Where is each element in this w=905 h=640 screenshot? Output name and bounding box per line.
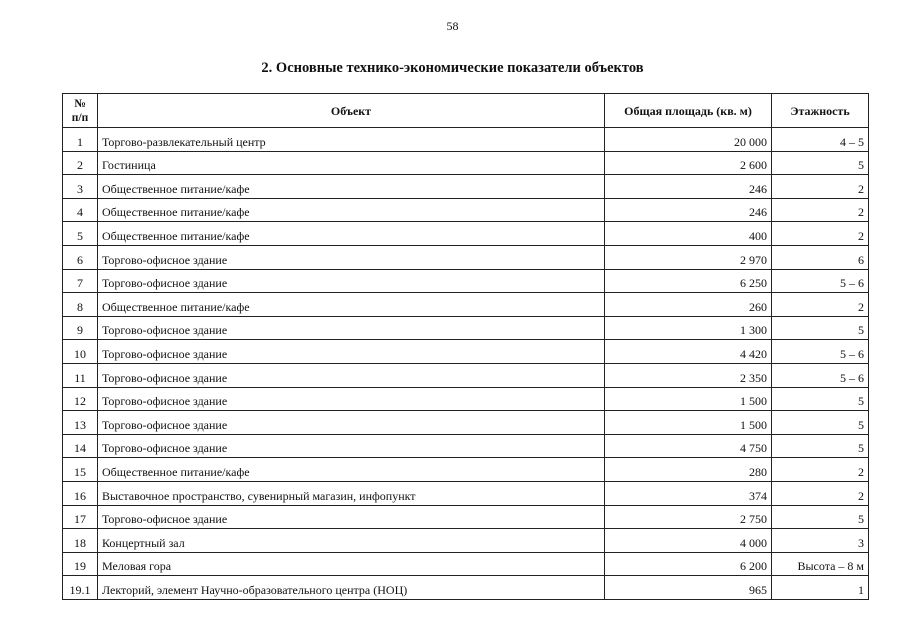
row-floors: 2 — [772, 293, 869, 317]
row-object-name: Торгово-офисное здание — [98, 269, 605, 293]
header-row — [63, 94, 869, 128]
row-total-area: 965 — [605, 576, 772, 600]
table-row — [63, 198, 869, 222]
row-object-name: Общественное питание/кафе — [98, 458, 605, 482]
row-number: 14 — [63, 434, 98, 458]
row-object-name: Торгово-офисное здание — [98, 316, 605, 340]
row-total-area: 280 — [605, 458, 772, 482]
row-floors: 2 — [772, 198, 869, 222]
row-number: 13 — [63, 411, 98, 435]
table-row — [63, 175, 869, 199]
row-floors: 4 – 5 — [772, 128, 869, 152]
row-number: 8 — [63, 293, 98, 317]
row-object-name: Гостиница — [98, 151, 605, 175]
table-row — [63, 411, 869, 435]
row-total-area: 6 200 — [605, 552, 772, 576]
row-object-name: Торгово-офисное здание — [98, 340, 605, 364]
row-total-area: 2 750 — [605, 505, 772, 529]
row-total-area: 2 970 — [605, 245, 772, 269]
row-number: 10 — [63, 340, 98, 364]
row-floors: 5 – 6 — [772, 363, 869, 387]
row-object-name: Выставочное пространство, сувенирный магазин, инфопункт — [98, 481, 605, 505]
row-total-area: 374 — [605, 481, 772, 505]
table-row — [63, 245, 869, 269]
header-area: Общая площадь (кв. м) — [605, 94, 772, 128]
table-row — [63, 363, 869, 387]
table-row — [63, 387, 869, 411]
row-floors: 2 — [772, 481, 869, 505]
row-floors: 5 — [772, 151, 869, 175]
row-object-name: Торгово-офисное здание — [98, 411, 605, 435]
row-number: 1 — [63, 128, 98, 152]
row-number: 17 — [63, 505, 98, 529]
row-object-name: Торгово-развлекательный центр — [98, 128, 605, 152]
row-total-area: 1 500 — [605, 411, 772, 435]
row-number: 12 — [63, 387, 98, 411]
row-floors: 2 — [772, 222, 869, 246]
row-number: 18 — [63, 529, 98, 553]
header-number-sign: № — [74, 97, 86, 110]
table-row — [63, 128, 869, 152]
row-floors: 5 — [772, 434, 869, 458]
indicators-table — [62, 93, 869, 600]
table-body — [63, 128, 869, 600]
row-floors: 5 – 6 — [772, 340, 869, 364]
row-object-name: Торгово-офисное здание — [98, 245, 605, 269]
row-total-area: 246 — [605, 175, 772, 199]
table-row — [63, 340, 869, 364]
row-floors: 5 — [772, 387, 869, 411]
table-row — [63, 269, 869, 293]
row-total-area: 4 420 — [605, 340, 772, 364]
table-row — [63, 576, 869, 600]
header-floors: Этажность — [772, 94, 869, 128]
row-object-name: Торгово-офисное здание — [98, 505, 605, 529]
row-total-area: 2 600 — [605, 151, 772, 175]
document-title: 2. Основные технико-экономические показатели объектов — [261, 60, 644, 76]
row-total-area: 4 000 — [605, 529, 772, 553]
table-row — [63, 481, 869, 505]
table-row — [63, 552, 869, 576]
row-floors: 2 — [772, 175, 869, 199]
page-number: 58 — [446, 19, 459, 33]
row-total-area: 6 250 — [605, 269, 772, 293]
row-total-area: 20 000 — [605, 128, 772, 152]
row-number: 6 — [63, 245, 98, 269]
row-total-area: 400 — [605, 222, 772, 246]
row-floors: 5 — [772, 316, 869, 340]
header-number — [63, 94, 98, 128]
header-number-label: п/п — [71, 111, 89, 124]
row-number: 3 — [63, 175, 98, 199]
row-object-name: Меловая гора — [98, 552, 605, 576]
row-floors: 5 — [772, 411, 869, 435]
row-floors: 5 — [772, 505, 869, 529]
table-row — [63, 151, 869, 175]
table-row — [63, 293, 869, 317]
table-row — [63, 222, 869, 246]
row-object-name: Общественное питание/кафе — [98, 175, 605, 199]
row-total-area: 1 500 — [605, 387, 772, 411]
row-object-name: Торгово-офисное здание — [98, 363, 605, 387]
row-object-name: Общественное питание/кафе — [98, 198, 605, 222]
row-floors: 2 — [772, 458, 869, 482]
row-total-area: 260 — [605, 293, 772, 317]
row-number: 16 — [63, 481, 98, 505]
row-total-area: 2 350 — [605, 363, 772, 387]
row-number: 4 — [63, 198, 98, 222]
table-row — [63, 316, 869, 340]
table-header — [63, 94, 869, 128]
row-object-name: Торгово-офисное здание — [98, 434, 605, 458]
row-object-name: Концертный зал — [98, 529, 605, 553]
row-object-name: Общественное питание/кафе — [98, 293, 605, 317]
row-floors: 6 — [772, 245, 869, 269]
row-number: 5 — [63, 222, 98, 246]
header-object: Объект — [98, 94, 605, 128]
table-row — [63, 505, 869, 529]
table-row — [63, 458, 869, 482]
row-number: 19.1 — [63, 576, 98, 600]
row-floors: 1 — [772, 576, 869, 600]
row-floors: Высота – 8 м — [772, 552, 869, 576]
row-number: 11 — [63, 363, 98, 387]
row-number: 2 — [63, 151, 98, 175]
row-floors: 5 – 6 — [772, 269, 869, 293]
row-total-area: 246 — [605, 198, 772, 222]
row-number: 7 — [63, 269, 98, 293]
row-object-name: Торгово-офисное здание — [98, 387, 605, 411]
row-number: 19 — [63, 552, 98, 576]
row-floors: 3 — [772, 529, 869, 553]
row-number: 9 — [63, 316, 98, 340]
row-object-name: Общественное питание/кафе — [98, 222, 605, 246]
table-row — [63, 434, 869, 458]
row-total-area: 1 300 — [605, 316, 772, 340]
row-object-name: Лекторий, элемент Научно-образовательного центра (НОЦ) — [98, 576, 605, 600]
row-number: 15 — [63, 458, 98, 482]
row-total-area: 4 750 — [605, 434, 772, 458]
table-row — [63, 529, 869, 553]
